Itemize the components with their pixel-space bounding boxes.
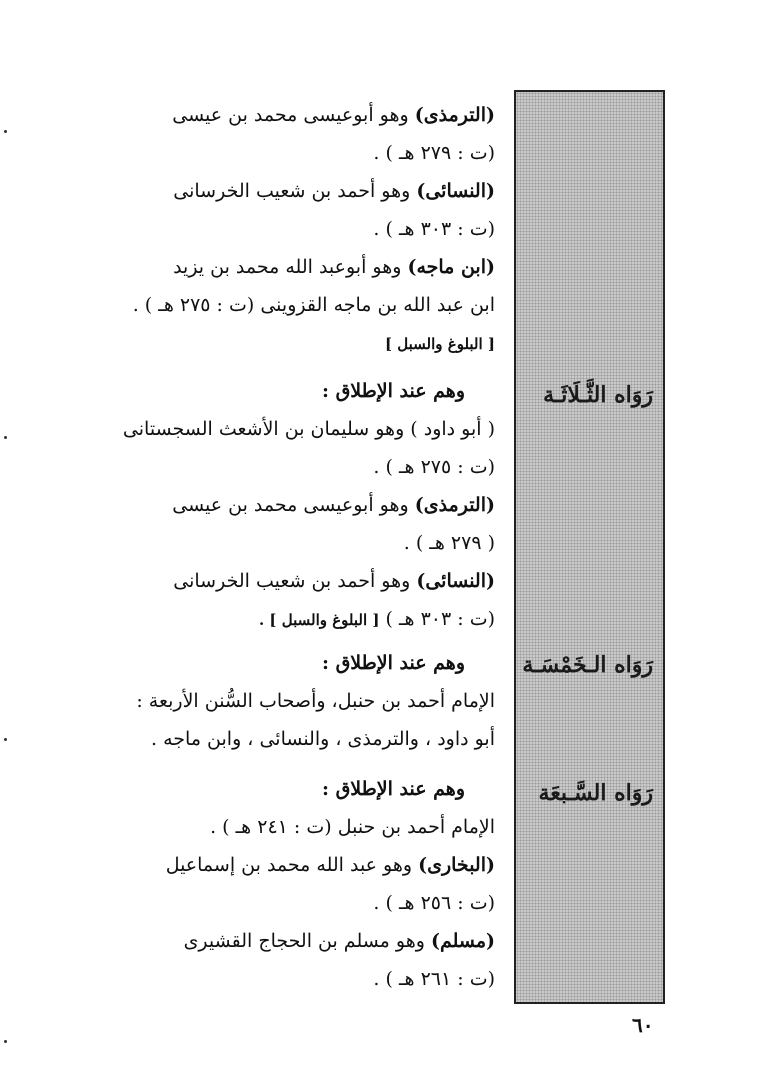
scan-mark [4, 436, 7, 439]
text-line: ابن عبد الله بن ماجه القزوينى (ت : ٢٧٥ هـ ) . [132, 294, 495, 316]
text-line: (الترمذى) وهو أبوعيسى محمد بن عيسى [172, 104, 495, 126]
scan-mark [4, 1040, 7, 1043]
text-line: (النسائى) وهو أحمد بن شعيب الخرسانى [173, 570, 495, 592]
source-note: [ البلوغ والسبل ] [384, 335, 495, 353]
text-line: (ت : ٣٠٣ هـ ) [ البلوغ والسبل ] . [258, 608, 495, 630]
term-seven-narrators: رَوَاه السَّـبعَة [538, 780, 653, 806]
text-line: (الترمذى) وهو أبوعيسى محمد بن عيسى [172, 494, 495, 516]
scan-mark [4, 130, 7, 133]
text-line: (ت : ٢٧٩ هـ ) . [373, 142, 495, 164]
text-line: (البخارى) وهو عبد الله محمد بن إسماعيل [165, 854, 495, 876]
three-narrators-block [133, 96, 495, 363]
text-line: (مسلم) وهو مسلم بن الحجاج القشيرى [183, 930, 495, 952]
text-line: (ت : ٢٥٦ هـ ) . [373, 892, 495, 914]
five-narrators-alt-block [136, 644, 495, 758]
text-line: (ت : ٢٧٥ هـ ) . [373, 456, 495, 478]
term-three-narrators: رَوَاه الثَّـلَاثَـة [543, 382, 653, 408]
terms-sidebar [514, 90, 665, 1004]
page-number: ٦٠ [632, 1013, 654, 1037]
section-header: وهم عند الإطلاق : [321, 652, 465, 674]
text-line: (النسائى) وهو أحمد بن شعيب الخرسانى [173, 180, 495, 202]
term-five-narrators: رَوَاه الـخَمْسَـة [522, 652, 653, 678]
text-line: الإمام أحمد بن حنبل (ت : ٢٤١ هـ ) . [210, 816, 495, 838]
text-line: ( أبو داود ) وهو سليمان بن الأشعث السجستانى [122, 418, 495, 440]
text-line: الإمام أحمد بن حنبل، وأصحاب السُّنن الأربعة : [136, 690, 495, 712]
section-header: وهم عند الإطلاق : [321, 380, 465, 402]
five-narrators-block [123, 372, 495, 639]
text-line: ( ٢٧٩ هـ ) . [403, 532, 495, 554]
text-line: (ت : ٢٦١ هـ ) . [373, 968, 495, 990]
scan-mark [4, 738, 7, 741]
text-line: (ابن ماجه) وهو أبوعبد الله محمد بن يزيد [173, 256, 495, 278]
text-line: أبو داود ، والترمذى ، والنسائى ، وابن ماجه . [151, 728, 495, 750]
section-header: وهم عند الإطلاق : [321, 778, 465, 800]
seven-narrators-block [166, 770, 495, 998]
text-line: (ت : ٣٠٣ هـ ) . [373, 218, 495, 240]
